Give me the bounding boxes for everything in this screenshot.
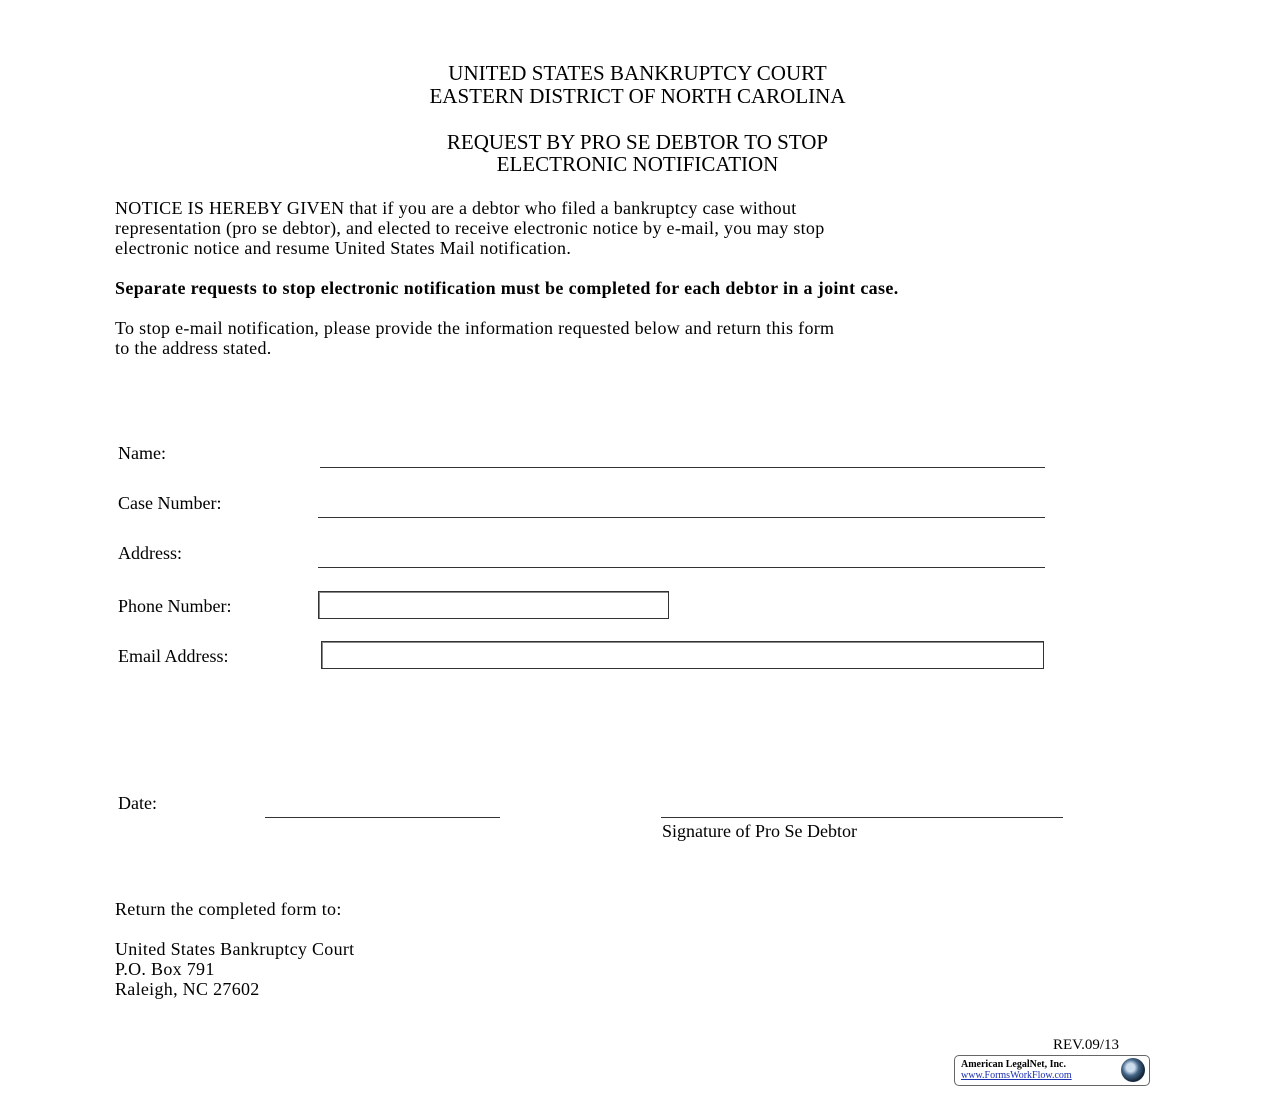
instruction-text-line: To stop e-mail notification, please provide the information requested below and return this form <box>115 318 835 338</box>
instruction-text-line: to the address stated. <box>115 338 272 358</box>
email-address-input[interactable] <box>321 641 1044 669</box>
notice-text-line: electronic notice and resume United States Mail notification. <box>115 238 572 258</box>
revision-label: REV.09/13 <box>1053 1037 1119 1053</box>
return-heading: Return the completed form to: <box>115 899 342 919</box>
logo-company: American LegalNet, Inc. <box>961 1059 1066 1070</box>
return-address-line: Raleigh, NC 27602 <box>115 979 260 999</box>
signature-label: Signature of Pro Se Debtor <box>662 821 857 841</box>
american-legalnet-logo[interactable] <box>954 1055 1150 1086</box>
address-field[interactable] <box>318 567 1045 568</box>
return-address-line: P.O. Box 791 <box>115 959 215 979</box>
court-district: EASTERN DISTRICT OF NORTH CAROLINA <box>429 84 846 108</box>
logo-link[interactable]: www.FormsWorkFlow.com <box>961 1070 1072 1081</box>
court-name: UNITED STATES BANKRUPTCY COURT <box>448 61 827 85</box>
return-address-line: United States Bankruptcy Court <box>115 939 355 959</box>
form-title-line1: REQUEST BY PRO SE DEBTOR TO STOP <box>446 130 829 154</box>
name-label: Name: <box>118 443 166 463</box>
date-field[interactable] <box>265 817 500 818</box>
email-address-label: Email Address: <box>118 646 229 666</box>
notice-text-line: representation (pro se debtor), and elected to receive electronic notice by e-mail, you may stop <box>115 218 825 238</box>
signature-line <box>661 817 1063 818</box>
address-label: Address: <box>118 543 182 563</box>
name-field[interactable] <box>320 467 1045 468</box>
joint-case-notice: Separate requests to stop electronic notification must be completed for each debtor in a joint case. <box>115 278 899 298</box>
date-label: Date: <box>118 793 157 813</box>
notice-text-line: NOTICE IS HEREBY GIVEN that if you are a debtor who filed a bankruptcy case without <box>115 198 797 218</box>
phone-number-label: Phone Number: <box>118 596 232 616</box>
globe-icon <box>1121 1058 1145 1082</box>
case-number-label: Case Number: <box>118 493 222 513</box>
form-title-line2: ELECTRONIC NOTIFICATION <box>496 152 779 176</box>
case-number-field[interactable] <box>318 517 1045 518</box>
phone-number-input[interactable] <box>318 591 669 619</box>
